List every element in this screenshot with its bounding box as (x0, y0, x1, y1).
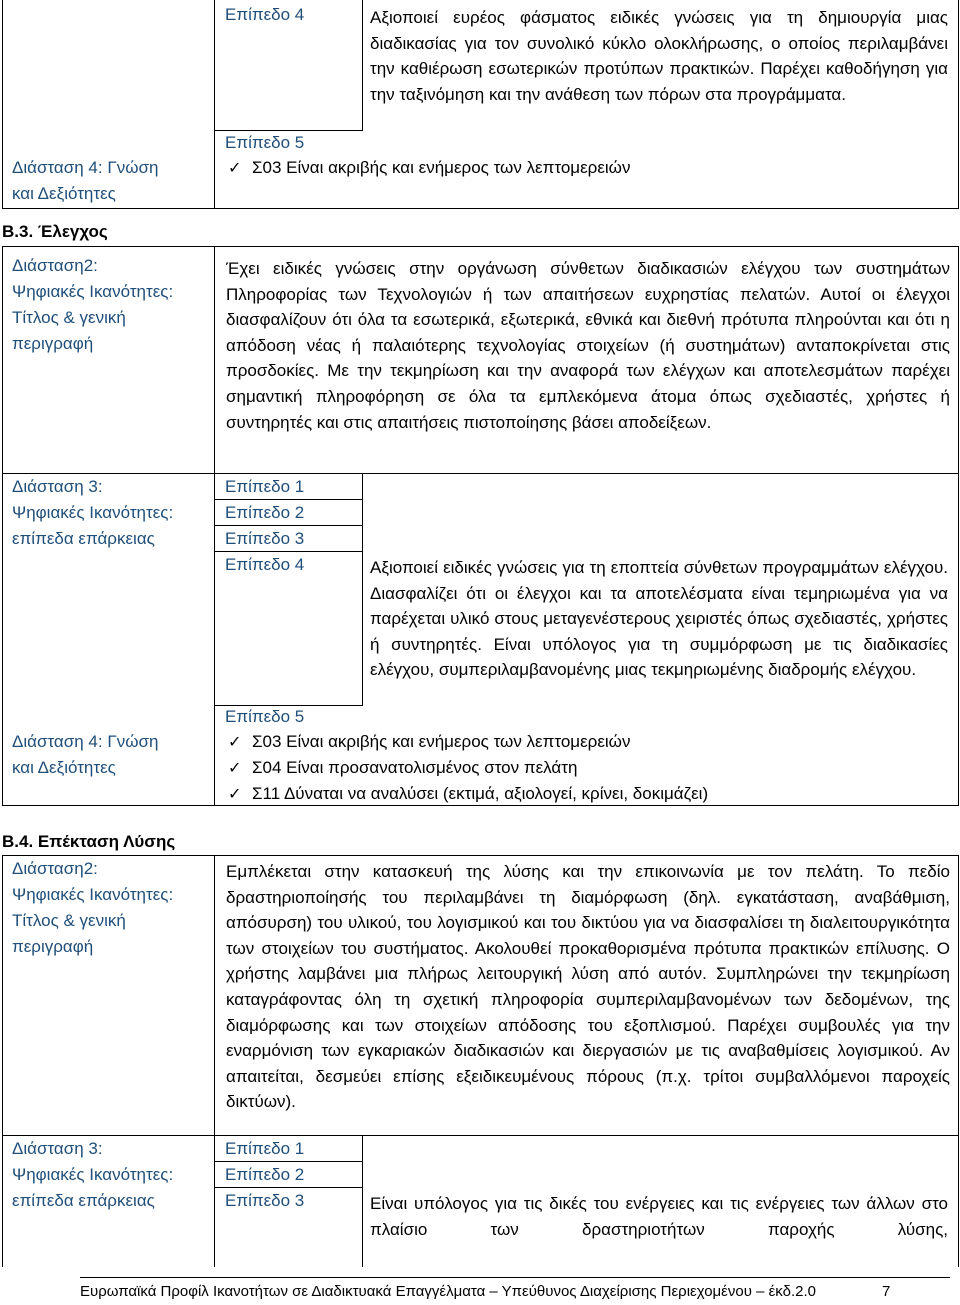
table-border (214, 855, 215, 1267)
level-label: Επίπεδο 2 (225, 1165, 305, 1184)
level-description: Είναι υπόλογος για τις δικές του ενέργειες και τις ενέργειες των άλλων στο πλαίσιο των δραστηριοτήτων παροχής λύσης, (370, 1194, 948, 1239)
table-border (2, 473, 959, 474)
level-label: Επίπεδο 1 (225, 1139, 305, 1158)
section-description: Έχει ειδικές γνώσεις στην οργάνωση σύνθετων διαδικασιών ελέγχου των συστημάτων Πληροφορίας των Τεχνολογιών ή των απαιτήσεων ευχρηστίας πελατών. Αυτοί οι έλεγχοι διασφαλίζουν ότι όλα τα εσωτερικά, εξωτερικά, εθνικά και διεθνή πρότυπα πληρούνται και ότι η απόδοση νέας ή παλαιότερης τεχνολογίας στοιχείων (ή συστημάτων) ανταποκρίνεται στις προσδοκίες. Με την τεκμηρίωση και την αναφορά των ελέγχων και αποτελεσμάτων παρέχει σημαντική πληροφόρηση σε όλα τα εμπλεκόμενα άτομα όπως σχεδιαστές, χρήστες ή συντηρητές και στις απαιτήσεις πιστοποίησης βάσει αποδείξεων. (226, 259, 950, 432)
dimension-label: Διάσταση2: (12, 256, 98, 275)
dimension-label: περιγραφή (12, 937, 94, 956)
dimension-label: περιγραφή (12, 334, 94, 353)
check-item: ✓ Σ11 Δύναται να αναλύσει (εκτιμά, αξιολογεί, κρίνει, δοκιμάζει) (228, 784, 709, 803)
dimension-label: επίπεδα επάρκειας (12, 1191, 155, 1210)
table-border (2, 1135, 959, 1136)
dimension-label: Ψηφιακές Ικανότητες: (12, 885, 174, 904)
dimension-label: Ψηφιακές Ικανότητες: (12, 282, 174, 301)
level-label: Επίπεδο 4 (225, 5, 305, 24)
table-border (362, 0, 363, 130)
table-border (214, 246, 215, 806)
table-border (214, 499, 363, 500)
level-label: Επίπεδο 5 (225, 133, 305, 152)
table-border (214, 551, 363, 552)
table-border (958, 0, 959, 209)
check-icon: ✓ (228, 160, 242, 177)
level-description: Αξιοποιεί ειδικές γνώσεις για τη εποπτεία σύνθετων προγραμμάτων ελέγχου. Διασφαλίζει ότι οι έλεγχοι και τα αποτελέσματα είναι τεμηριωμένα για να παρέχεται υλικό στους μεταγενέστερους χειριστές όπως σχεδιαστές, χρήστες ή συντηρητές. Είναι υπόλογος για τη συμμόρφωση με τις διαδικασίες ελέγχου, συμπεριλαμβανομένης μιας τεκμηριωμένης διαδρομής ελέγχου. (370, 558, 948, 680)
table-border (362, 473, 363, 705)
footer-rule (80, 1277, 950, 1278)
level-label: Επίπεδο 3 (225, 529, 305, 548)
table-border (2, 0, 3, 209)
table-border (2, 246, 3, 806)
table-border (2, 805, 959, 806)
table-border (2, 246, 959, 247)
table-border (2, 855, 959, 856)
check-icon: ✓ (228, 734, 242, 751)
check-item: ✓ Σ03 Είναι ακριβής και ενήμερος των λεπτομερειών (228, 732, 631, 751)
check-item: ✓ Σ03 Είναι ακριβής και ενήμερος των λεπτομερειών (228, 158, 631, 177)
check-icon: ✓ (228, 760, 242, 777)
check-item: ✓ Σ04 Είναι προσανατολισμένος στον πελάτη (228, 758, 578, 777)
dimension-label: Διάσταση 3: (12, 1139, 103, 1158)
table-border (362, 1135, 363, 1267)
section-description: Εμπλέκεται στην κατασκευή της λύσης και την επικοινωνία με τον πελάτη. Το πεδίο δραστηριοποίησής του περιλαμβάνει τη διαμόρφωση (δηλ. εγκατάσταση, αναβάθμιση, απόσυρση) του υλικού, του λογισμικού και του δικτύου για να διασφαλίσει τη διαλειτουργικότητα των στοιχείων του συστήματος. Ακολουθεί προκαθορισμένα πρότυπα πρακτικών επίλυσης. Ο χρήστης λαμβάνει μια πλήρως λειτουργική λύση από αυτόν. Συμπληρώνει την τεκμηρίωση καταγράφοντας όλη τη σχετική πληροφορία συμπεριλαμβανομένων των δεδομένων, της διαμόρφωσης και των στοιχείων απόδοσης του εξοπλισμού. Παρέχει συμβουλές για την εναρμόνιση των εγκαριακών διαδικασιών και διεργασιών με τις αναβαθμίσεις λογισμικού. Αν απαιτείται, δεσμεύει επίσης εξειδικευμένους πόρους (π.χ. τρίτοι συμβαλλόμενοι παροχείς δικτύων). (226, 862, 950, 1112)
table-border (214, 705, 363, 706)
level-label: Επίπεδο 3 (225, 1191, 305, 1210)
footer-text: Ευρωπαϊκά Προφίλ Ικανοτήτων σε Διαδικτυακά Επαγγέλματα – Υπεύθυνος Διαχείρισης Περιεχομένου – έκδ.2.0 (80, 1283, 816, 1300)
level-label: Επίπεδο 1 (225, 477, 305, 496)
dimension-label: και Δεξιότητες (12, 758, 116, 777)
table-border (214, 130, 363, 131)
table-border (958, 855, 959, 1267)
section-heading: Β.3. Έλεγχος (2, 222, 108, 241)
page-number: 7 (882, 1283, 891, 1300)
level-description: Αξιοποιεί ευρέος φάσματος ειδικές γνώσεις για τη δημιουργία μιας διαδικασίας για τον συνολικό κύκλο ολοκλήρωσης, ο οποίος περιλαμβάνει την καθιέρωση εσωτερικών προτύπων πρακτικών. Παρέχει καθοδήγηση για την ταξινόμηση και την ανάθεση των πόρων στα προγράμματα. (370, 8, 948, 104)
dimension-label: Τίτλος & γενική (12, 911, 126, 930)
level-label: Επίπεδο 2 (225, 503, 305, 522)
table-border (214, 0, 215, 209)
level-label: Επίπεδο 4 (225, 555, 305, 574)
table-border (214, 1187, 363, 1188)
dimension-label: Ψηφιακές Ικανότητες: (12, 1165, 174, 1184)
dimension-label: Διάσταση 4: Γνώση (12, 732, 159, 751)
dimension-label: Διάσταση 3: (12, 477, 103, 496)
table-border (214, 525, 363, 526)
dimension-label: Διάσταση 4: Γνώση (12, 158, 159, 177)
table-border (2, 208, 959, 209)
table-border (958, 246, 959, 806)
dimension-label: Τίτλος & γενική (12, 308, 126, 327)
dimension-label: επίπεδα επάρκειας (12, 529, 155, 548)
dimension-label: Διάσταση2: (12, 859, 98, 878)
level-label: Επίπεδο 5 (225, 707, 305, 726)
dimension-label: και Δεξιότητες (12, 184, 116, 203)
table-border (214, 1161, 363, 1162)
section-heading: Β.4. Επέκταση Λύσης (2, 832, 176, 851)
dimension-label: Ψηφιακές Ικανότητες: (12, 503, 174, 522)
table-border (2, 855, 3, 1267)
check-icon: ✓ (228, 786, 242, 803)
